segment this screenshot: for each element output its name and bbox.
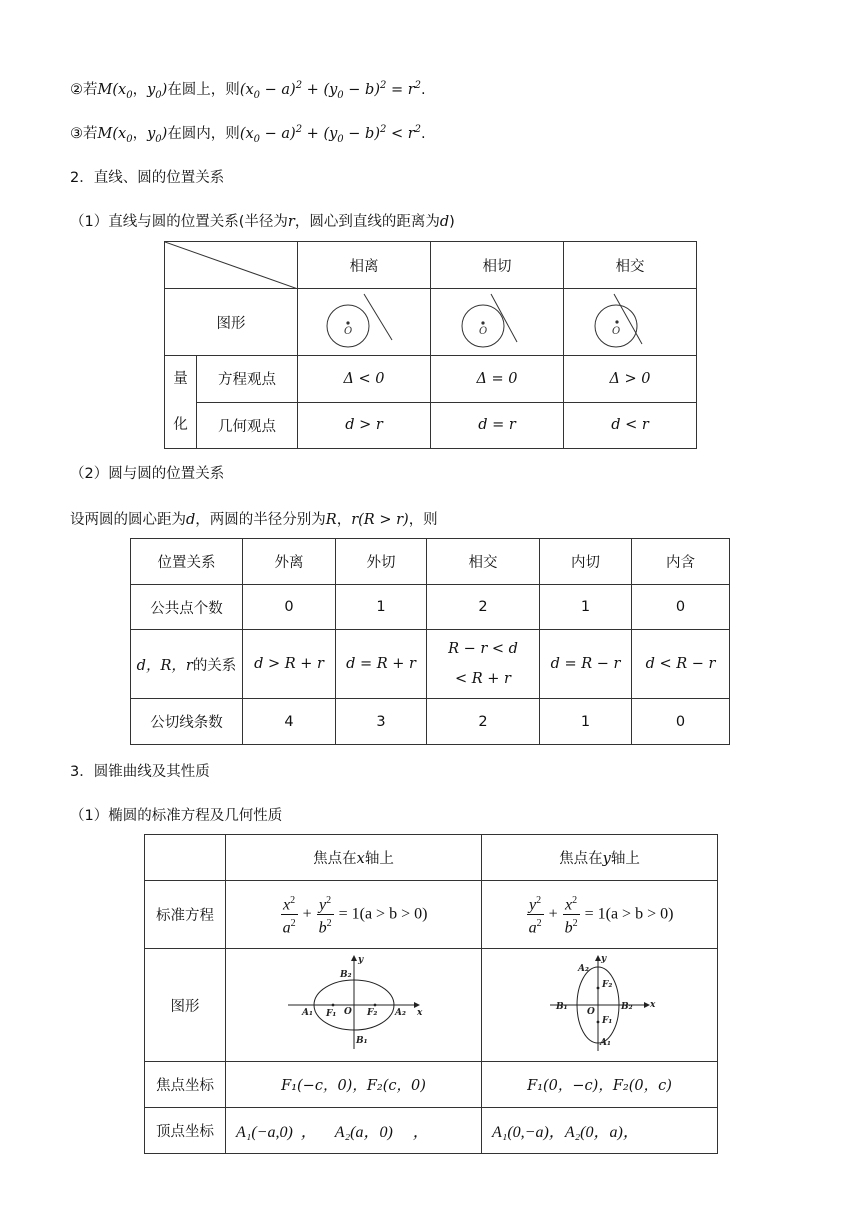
figure-tangent [431,289,564,356]
distance-separate: d > r [298,402,431,449]
common-points-value: 2 [427,585,540,630]
svg-text:A₁: A₁ [599,1038,611,1048]
separate-circle-line-icon [324,290,404,350]
standard-equation-label: 标准方程 [145,881,226,949]
figure-separate [298,289,431,356]
svg-text:y: y [357,955,363,965]
relation-value: d = R − r [540,630,632,699]
ellipse-table [144,834,718,1154]
tangent-lines-label: 公切线条数 [131,699,243,745]
svg-text:O: O [343,1007,352,1017]
vertex-coordinates-label: 顶点坐标 [145,1108,226,1154]
header-position: 位置关系 [131,539,243,585]
figure-intersect [564,289,697,356]
section-3-heading: 3．圆锥曲线及其性质 [70,764,210,780]
equation-view-label: 方程观点 [197,356,298,403]
svg-text:F₁: F₁ [325,1009,336,1019]
svg-text:O: O [344,326,353,337]
vertex-coordinates-y: A₁(0,−a)，A₂(0，a)， [482,1108,718,1154]
tangent-lines-value: 0 [632,699,730,745]
common-points-value: 1 [540,585,632,630]
section-2-2-title: （2）圆与圆的位置关系 [70,466,225,482]
header-external-tangent: 外切 [336,539,427,585]
vertex-coordinates-x: A₁(−a,0) ， A₂(a，0) ， [226,1108,482,1154]
tangent-circle-line-icon [457,290,537,350]
tangent-lines-value: 1 [540,699,632,745]
svg-text:x: x [416,1008,422,1018]
ellipse-figure-x [226,949,482,1062]
svg-text:A₂: A₂ [394,1008,406,1018]
header-tangent: 相切 [431,242,564,289]
svg-text:B₁: B₁ [355,1036,368,1046]
diagonal-header-cell [165,242,298,289]
relation-value: d > R + r [243,630,336,699]
section-3-1-title: （1）椭圆的标准方程及几何性质 [70,808,283,824]
section-2-1-title: （1）直线与圆的位置关系(半径为r，圆心到直线的距离为d) [70,214,455,230]
figure-label: 图形 [165,289,298,356]
relation-value: d = R + r [336,630,427,699]
ellipse-figure-label: 图形 [145,949,226,1062]
svg-text:y: y [600,954,606,964]
horizontal-ellipse-diagram [284,953,424,1053]
common-points-label: 公共点个数 [131,585,243,630]
ellipse-figure-y [482,949,718,1062]
circle-circle-table [130,538,730,745]
focus-coordinates-label: 焦点坐标 [145,1062,226,1108]
svg-text:F₂: F₂ [366,1008,377,1018]
header-external-separate: 外离 [243,539,336,585]
header-focus-y: 焦点在y轴上 [482,835,718,881]
relation-label: d，R，r的关系 [131,630,243,699]
tangent-lines-value: 2 [427,699,540,745]
header-separate: 相离 [298,242,431,289]
focus-coordinates-y: F₁(0，−c)，F₂(0，c) [482,1062,718,1108]
vertical-ellipse-diagram [540,953,660,1053]
common-points-value: 0 [243,585,336,630]
svg-text:O: O [586,1007,595,1017]
equation-focus-x: $\frac{x^2}{a^2}$ + $\frac{y^2}{b^2}$ = 1(a > b > 0) [226,881,482,949]
header-intersect: 相交 [564,242,697,289]
distance-intersect: d < r [564,402,697,449]
svg-text:B₂: B₂ [620,1002,633,1012]
svg-text:x: x [649,1000,655,1010]
common-points-value: 0 [632,585,730,630]
header-intersect: 相交 [427,539,540,585]
diagonal-line-icon [165,242,298,289]
condition-on-circle: ②若$M(x_0$，$y_0$)在圆上，则$(x_0 - a)^2 + (y_0 - b)^2 = r^2$. [70,80,426,101]
geometry-view-label: 几何观点 [197,402,298,449]
header-focus-x: 焦点在x轴上 [226,835,482,881]
svg-text:O: O [479,326,488,337]
intersect-circle-line-icon [590,290,670,350]
relation-value: R − r < d < R + r [427,630,540,699]
relation-value: d < R − r [632,630,730,699]
svg-text:B₁: B₁ [555,1002,568,1012]
two-circles-description: 设两圆的圆心距为d，两圆的半径分别为R，r(R > r)，则 [70,512,438,528]
equation-focus-y: $\frac{y^2}{a^2}$ + $\frac{x^2}{b^2}$ = 1(a > b > 0) [482,881,718,949]
delta-separate: Δ < 0 [298,356,431,403]
tangent-lines-value: 3 [336,699,427,745]
tangent-lines-value: 4 [243,699,336,745]
svg-text:F₂: F₂ [601,980,612,990]
condition-inside-circle: ③若$M(x_0$，$y_0$)在圆内，则$(x_0 - a)^2 + (y_0 - b)^2 < r^2$. [70,124,426,145]
svg-text:A₂: A₂ [577,964,589,974]
ellipse-corner-cell [145,835,226,881]
section-2-heading: 2．直线、圆的位置关系 [70,170,225,186]
header-contained: 内含 [632,539,730,585]
svg-text:B₂: B₂ [339,970,352,980]
quantify-label: 量 化 [165,356,197,449]
delta-intersect: Δ > 0 [564,356,697,403]
distance-tangent: d = r [431,402,564,449]
svg-text:F₁: F₁ [601,1016,612,1026]
header-internal-tangent: 内切 [540,539,632,585]
delta-tangent: Δ = 0 [431,356,564,403]
focus-coordinates-x: F₁(−c，0)，F₂(c，0) [226,1062,482,1108]
svg-text:A₁: A₁ [301,1008,313,1018]
svg-text:O: O [612,326,621,337]
common-points-value: 1 [336,585,427,630]
line-circle-table [164,241,697,449]
